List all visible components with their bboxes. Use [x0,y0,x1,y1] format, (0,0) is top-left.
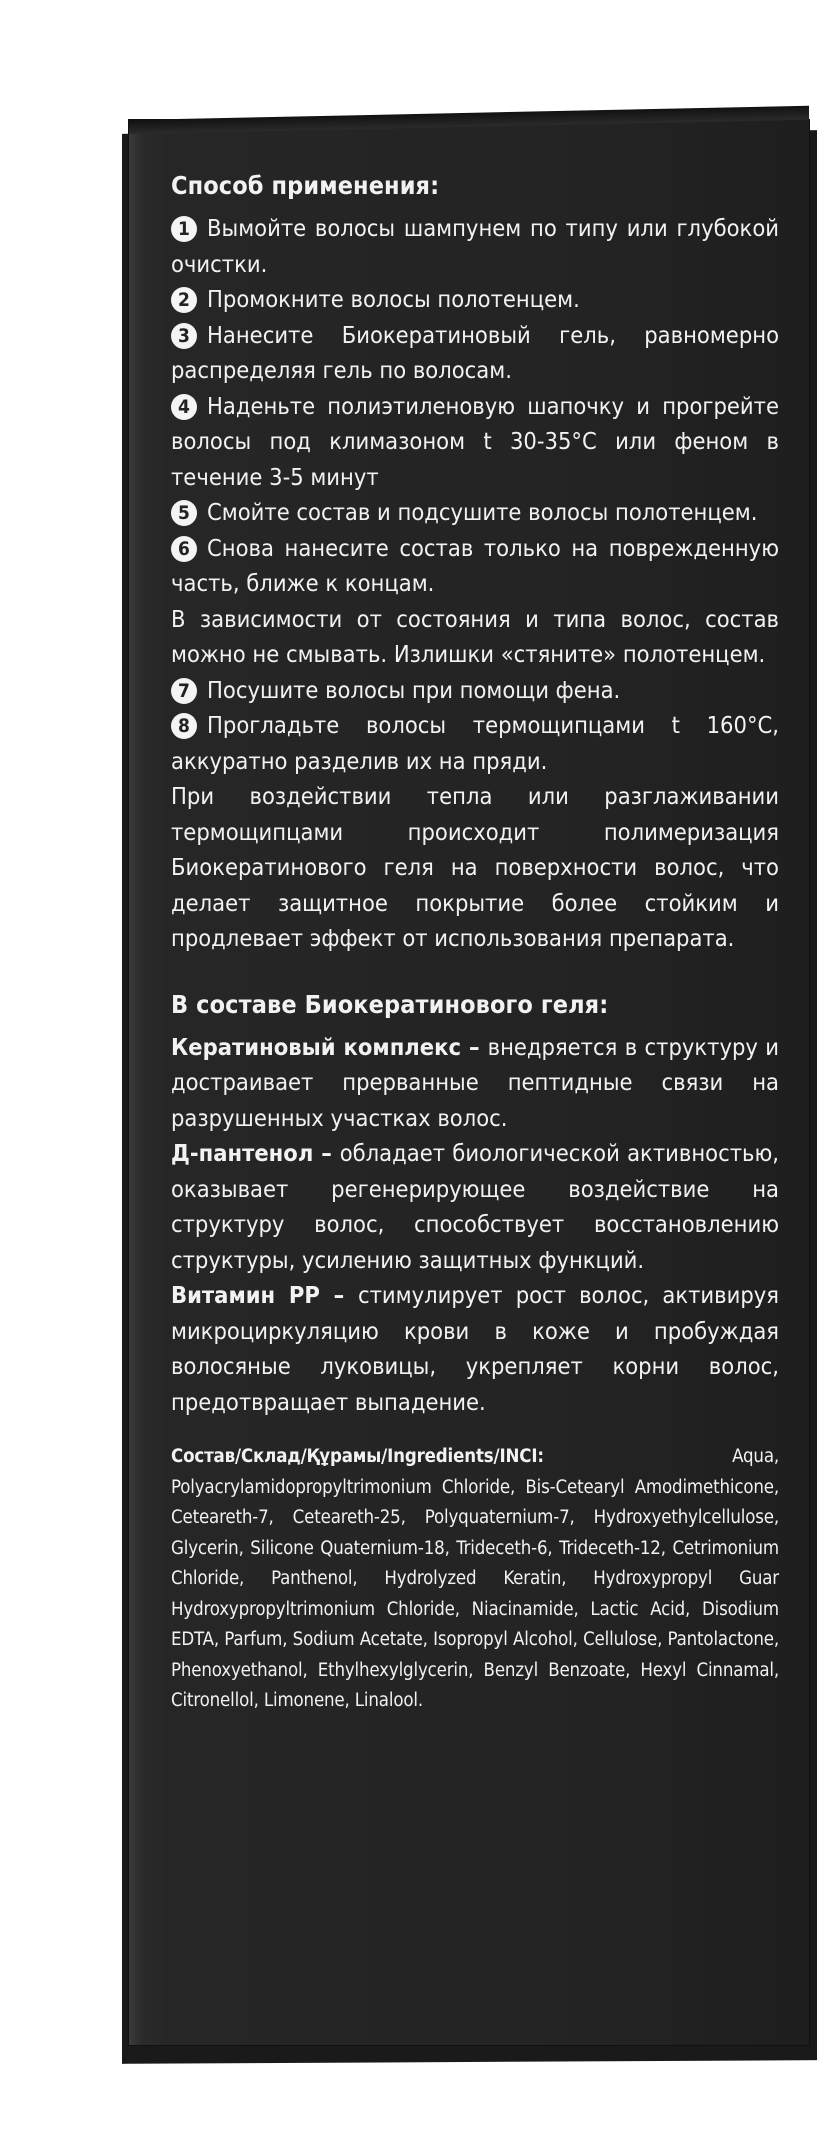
ingredient-description: стимулирует рост волос, активируя микроциркуляцию крови в коже и пробуждая волосяные луковицы, укрепляет корни волос, предотвращает выпадение. [171,1281,779,1416]
step-text: Прогладьте волосы термощипцами t 160°С, аккуратно разделив их на пряди. [171,711,779,775]
usage-steps [171,211,779,957]
step-text: Нанесите Биокератиновый гель, равномерно распределяя гель по волосам. [171,320,779,384]
usage-step [171,318,779,389]
ingredient-description: обладает биологической активностью, оказывает регенерирующее воздействие на структуру волос, способствует восстановлению структуры, усилению защитных функций. [171,1139,780,1274]
ingredient-term: Д-пантенол [171,1139,314,1167]
ingredient-term: Витамин РР [171,1281,320,1309]
usage-step [171,389,779,496]
inci-ingredients [171,1442,779,1717]
usage-step [171,282,779,318]
composition-item [171,1030,779,1137]
step-number-badge: 7 [171,678,197,704]
usage-step [171,673,779,709]
composition-item [171,1136,779,1278]
usage-step [171,211,779,282]
step-text: Наденьте полиэтиленовую шапочку и прогрейте волосы под климазоном t 30-35°С или феном в течение 3-5 минут [171,391,779,491]
ingredient-term: Кератиновый комплекс [171,1032,462,1061]
usage-step [171,531,779,602]
step-number-badge: 5 [171,500,197,526]
inci-label: Состав/Склад/Құрамы/Ingredients/INCI: [171,1446,544,1467]
step-number-badge: 6 [171,536,197,562]
usage-final-paragraph: При воздействии тепла или разглаживании термощипцами происходит полимеризация Биокератинового геля на поверхности волос, что делает защитное покрытие более стойким и продлевает эффект от использования препарата. [171,782,779,952]
step-number-badge: 2 [171,287,197,313]
step-number-badge: 4 [171,394,197,420]
term-dash: – [313,1139,340,1167]
label-text-block [171,168,779,1717]
step-text: Посушите волосы при помощи фена. [207,675,621,704]
composition-item [171,1278,779,1420]
term-dash: – [319,1281,358,1309]
step-text: Промокните волосы полотенцем. [207,285,580,313]
inci-list: Aqua, Polyacrylamidopropyltrimonium Chloride, Bis-Cetearyl Amodimethicone, Ceteareth-7, Ceteareth-25, Polyquaternium-7, Hydroxyethylcellulose, Glycerin, Silicone Quaternium-18, Trideceth-6, Trideceth-12, Cetrimonium Chloride, Panthenol, Hydrolyzed Keratin, Hydroxypropyl Guar Hydroxypropyltrimonium Chloride, Niacinamide, Lactic Acid, Disodium EDTA, Parfum, Sodium Acetate, Isopropyl Alcohol, Cellulose, Pantolactone, Phenoxyethanol, Ethylhexylglycerin, Benzyl Benzoate, Hexyl Cinnamal, Citronellol, Limonene, Linalool. [171,1446,779,1711]
step-text: Снова нанесите состав только на поврежденную часть, ближе к концам. [171,533,779,597]
step-number-badge: 1 [171,216,197,242]
term-dash: – [461,1032,488,1061]
usage-step [171,708,779,779]
ingredient-description: внедряется в структуру и достраивает прерванные пептидные связи на разрушенных участках волос. [171,1032,779,1132]
usage-heading: Способ применения: [171,171,440,200]
usage-step [171,495,779,531]
step-number-badge: 3 [171,323,197,349]
step-number-badge: 8 [171,713,197,739]
composition-list [171,1030,779,1421]
usage-note: В зависимости от состояния и типа волос, состав можно не смывать. Излишки «стяните» полотенцем. [171,604,779,668]
composition-heading: В составе Биокератинового геля: [171,989,609,1019]
step-text: Смойте состав и подсушите волосы полотенцем. [207,498,758,526]
step-text: Вымойте волосы шампунем по типу или глубокой очистки. [171,214,779,278]
